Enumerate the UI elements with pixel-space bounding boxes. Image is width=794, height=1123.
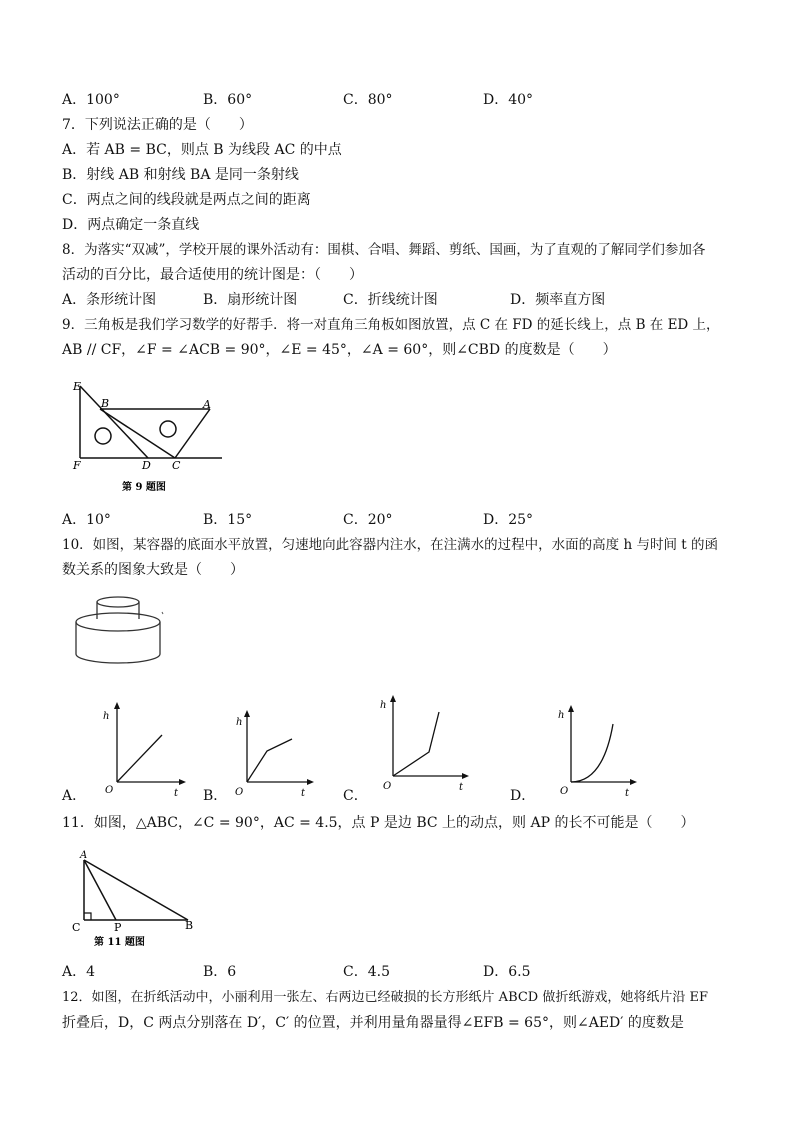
q9-stem-line1: 9．三角板是我们学习数学的好帮手．将一对直角三角板如图放置，点 C 在 FD 的延长线上，点 B 在 ED 上， — [62, 317, 720, 333]
q10-graph-b-x-label: t — [301, 788, 306, 799]
q10-graph-d-y-label: h — [558, 710, 565, 721]
q12-stem-line1: 12．如图，在折纸活动中，小丽利用一张左、右两边已经破损的长方形纸片 ABCD 做折纸游戏，她将纸片沿 EF — [62, 990, 709, 1005]
q10-stem-line1: 10．如图，某容器的底面水平放置，匀速地向此容器内注水，在注满水的过程中，水面的高度 h 与时间 t 的函 — [62, 537, 718, 553]
q10-graph-d-x-label: t — [625, 788, 630, 798]
q9-label-e: E — [73, 380, 82, 393]
q11-label-c: C — [72, 921, 81, 934]
q10-container-figure — [70, 592, 170, 672]
q12-stem-line2: 折叠后，D，C 两点分别落在 D′，C′ 的位置，并利用量角器量得∠EFB = 65°，则∠AED′ 的度数是 — [62, 1015, 684, 1031]
q9-option-a: A．10° — [62, 512, 111, 528]
q11-label-b: B — [185, 919, 194, 932]
q9-option-d: D．25° — [483, 512, 534, 528]
q7-option-b: B．射线 AB 和射线 BA 是同一条射线 — [62, 167, 299, 183]
q10-graph-b — [232, 708, 317, 800]
q10-graph-c-x-label: t — [459, 782, 464, 793]
q9-figure-caption: 第 9 题图 — [122, 482, 166, 493]
q8-option-c: C．折线统计图 — [343, 292, 438, 308]
q10-option-c: C． — [343, 788, 368, 804]
q8-stem-line1: 8．为落实“双减”，学校开展的课外活动有：围棋、合唱、舞蹈、剪纸、国画，为了直观的了解同学们参加各 — [62, 242, 706, 258]
q7-option-d: D．两点确定一条直线 — [62, 217, 200, 233]
q10-option-d: D． — [510, 788, 536, 804]
q9-label-c: C — [172, 459, 181, 472]
q10-option-a: A． — [62, 788, 87, 804]
q9-label-f: F — [73, 459, 81, 472]
q7-option-c: C．两点之间的线段就是两点之间的距离 — [62, 192, 311, 208]
q8-option-d: D．频率直方图 — [510, 292, 606, 308]
q10-graph-b-y-label: h — [236, 717, 243, 728]
q10-option-b: B． — [203, 788, 228, 804]
q10-graph-a — [100, 700, 190, 800]
q11-label-p: P — [114, 921, 122, 934]
q9-option-c: C．20° — [343, 512, 393, 528]
q7-stem: 7．下列说法正确的是（ ） — [62, 117, 253, 133]
q6-option-b: B．60° — [203, 92, 253, 108]
q9-label-a: A — [203, 398, 211, 411]
q9-stem-line2: AB // CF，∠F = ∠ACB = 90°，∠E = 45°，∠A = 60°，则∠CBD 的度数是（ ） — [62, 342, 617, 358]
q11-option-a: A．4 — [62, 964, 96, 980]
q10-graph-c-origin: O — [383, 781, 392, 792]
q9-option-b: B．15° — [203, 512, 253, 528]
q9-figure — [70, 378, 230, 498]
q7-option-a: A．若 AB = BC，则点 B 为线段 AC 的中点 — [62, 142, 342, 158]
q10-graph-d-origin: O — [560, 786, 569, 797]
q10-graph-b-origin: O — [235, 787, 244, 798]
q10-graph-c-y-label: h — [380, 700, 387, 711]
q11-label-a: A — [80, 850, 88, 861]
q11-stem: 11．如图，△ABC，∠C = 90°，AC = 4.5，点 P 是边 BC 上的动点，则 AP 的长不可能是（ ） — [62, 815, 695, 831]
q11-figure — [68, 846, 208, 952]
q8-stem-line2: 活动的百分比，最合适使用的统计图是：（ ） — [62, 267, 363, 283]
q6-option-c: C．80° — [343, 92, 393, 108]
q10-graph-d — [555, 702, 640, 798]
q6-option-a: A．100° — [62, 92, 120, 108]
q10-graph-a-y-label: h — [103, 711, 110, 722]
q9-label-d: D — [142, 459, 151, 472]
q11-option-b: B．6 — [203, 964, 237, 980]
q8-option-b: B．扇形统计图 — [203, 292, 298, 308]
q10-stem-line2: 数关系的图象大致是（ ） — [62, 562, 244, 578]
q10-graph-c — [377, 692, 472, 794]
q11-option-c: C．4.5 — [343, 964, 390, 980]
q6-option-d: D．40° — [483, 92, 534, 108]
q8-option-a: A．条形统计图 — [62, 292, 157, 308]
q9-label-b: B — [101, 397, 110, 410]
q11-figure-caption: 第 11 题图 — [94, 937, 145, 948]
q11-option-d: D．6.5 — [483, 964, 531, 980]
q10-graph-a-x-label: t — [174, 788, 179, 799]
q10-graph-a-origin: O — [105, 785, 114, 796]
